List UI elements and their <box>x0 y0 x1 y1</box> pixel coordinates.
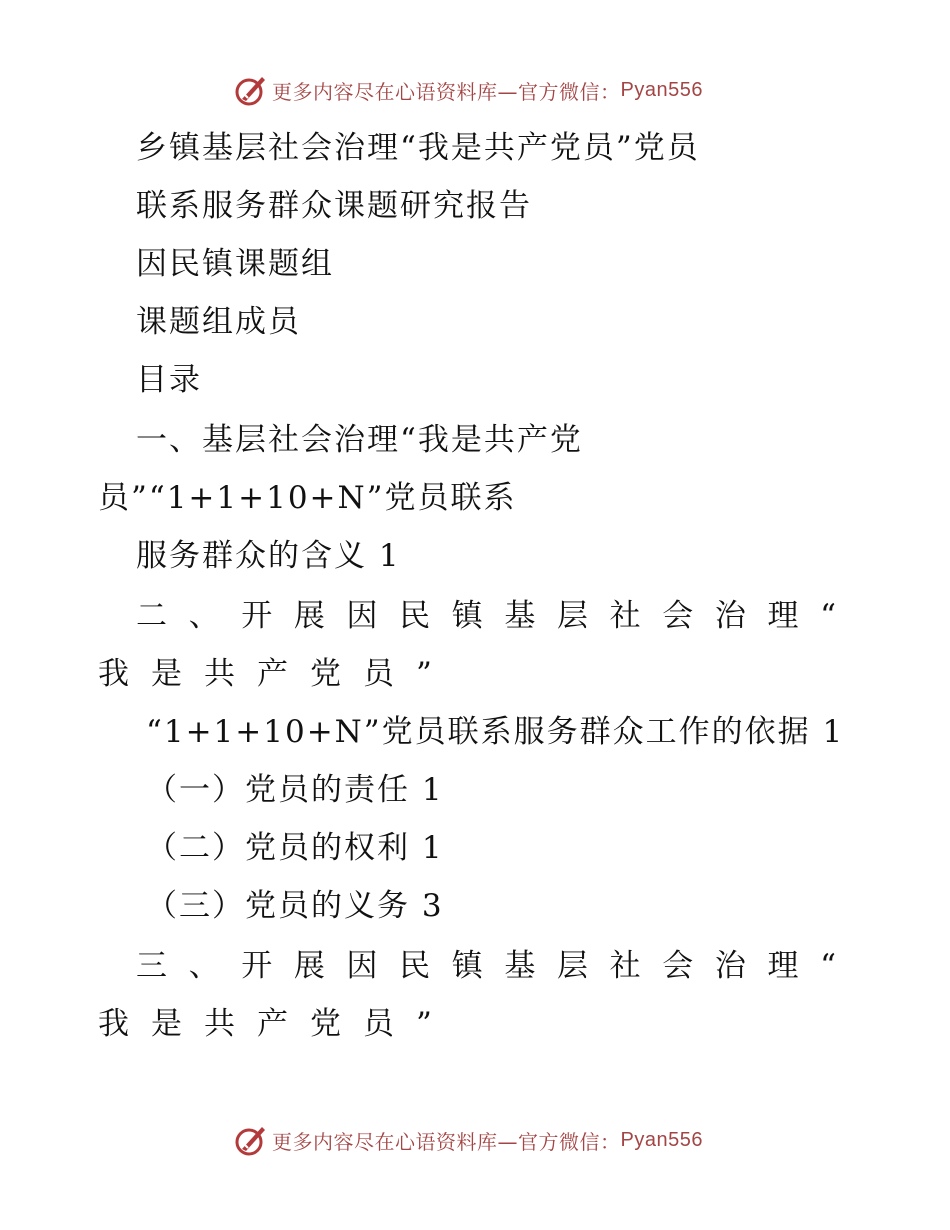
quill-logo-icon <box>234 1123 268 1157</box>
toc-item2-line1: 二 、 开 展 因 民 镇 基 层 社 会 治 理 “ <box>136 598 836 634</box>
doc-members: 课题组成员 <box>136 304 301 340</box>
header-watermark <box>234 72 703 108</box>
watermark-id: Pyan556 <box>620 1128 703 1151</box>
toc-item3-line2: 我是共产党员” <box>98 1006 454 1042</box>
toc-heading: 目录 <box>136 362 202 398</box>
toc-item1-line1: 一、基层社会治理“我是共产党 <box>136 422 583 458</box>
toc-item2-sub3: （三）党员的义务 3 <box>146 888 444 924</box>
toc-item2-line3: “1+1+10+N”党员联系服务群众工作的依据 1 <box>146 714 845 750</box>
watermark-text: 更多内容尽在心语资料库—官方微信： <box>272 79 621 104</box>
toc-item2-sub2: （二）党员的权利 1 <box>146 830 444 866</box>
doc-title-line1: 乡镇基层社会治理“我是共产党员”党员 <box>136 130 700 166</box>
doc-title-line2: 联系服务群众课题研究报告 <box>136 188 532 224</box>
doc-group: 因民镇课题组 <box>136 246 334 282</box>
toc-item1-line3: 服务群众的含义 1 <box>136 538 401 574</box>
watermark-text: 更多内容尽在心语资料库—官方微信： <box>272 1129 621 1154</box>
watermark-id: Pyan556 <box>620 78 703 101</box>
toc-item3-line1: 三 、 开 展 因 民 镇 基 层 社 会 治 理 “ <box>136 948 836 984</box>
toc-item1-line2: 员”“1+1+10+N”党员联系 <box>98 480 517 516</box>
toc-item2-sub1: （一）党员的责任 1 <box>146 772 444 808</box>
quill-logo-icon <box>234 73 268 107</box>
toc-item2-line2: 我是共产党员” <box>98 656 454 692</box>
footer-watermark <box>234 1122 703 1158</box>
